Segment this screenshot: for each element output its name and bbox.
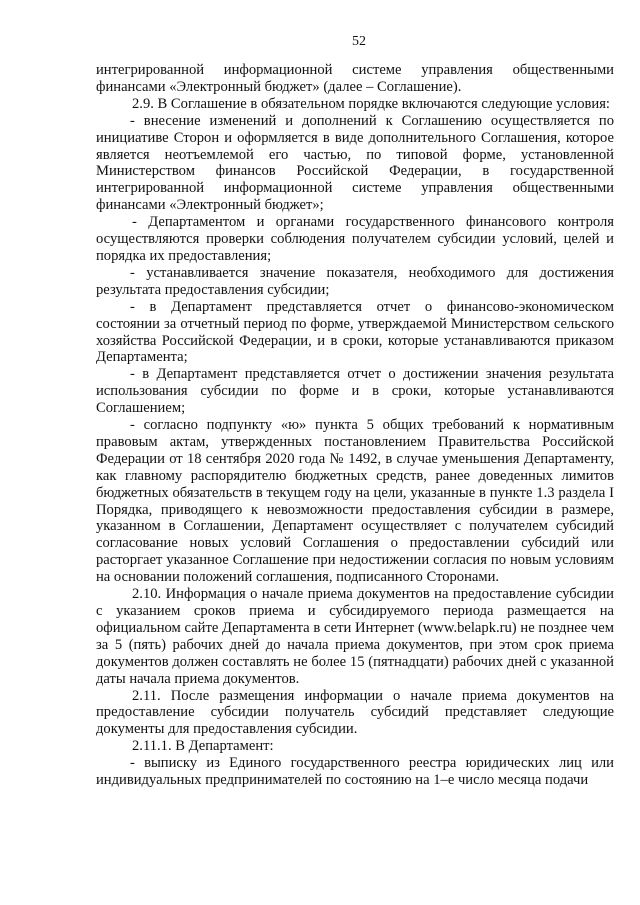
paragraph-2-9: 2.9. В Соглашение в обязательном порядке включаются следующие условия: — [132, 95, 610, 112]
page-number: 52 — [352, 34, 366, 49]
paragraph-2-11-1: 2.11.1. В Департамент: — [132, 738, 274, 755]
list-item-result-report: - в Департамент представляется отчет о достижении значения результата использования субсидии по форме и в сроки, которые устанавливаются Соглашением; — [96, 366, 614, 417]
paragraph-1: интегрированной информационной системе управления общественными финансами «Электронный бюджет» (далее – Соглашение). — [96, 62, 614, 95]
list-item-inspections: - Департаментом и органами государственного финансового контроля осуществляются проверки соблюдения получателем субсидии условий, целей и порядка их предоставления; — [96, 214, 614, 264]
list-item-budget-reduction: - согласно подпункту «ю» пункта 5 общих требований к нормативным правовым актам, утвержденных постановлением Правительства Российской Федерации от 18 сентября 2020 года № 1492, в случае уменьшения Департаменту, как главному распорядителю бюджетных средств, ранее доведенных лимитов бюджетных обязательств в текущем году на цели, указанные в пункте 1.3 раздела I Порядка, приводящего к невозможности предоставления субсидии в размере, указанном в Соглашении, Департамент осуществляет с получателем субсидий согласование новых условий Соглашения о предоставлении субсидий или расторгает указанное Соглашение при недостижении согласия по новым условиям на основании положений соглашения, подписанного Сторонами. — [96, 417, 614, 586]
paragraph-2-11: 2.11. После размещения информации о начале приема документов на предоставление субсидии получатель субсидий представляет следующие документы для предоставления субсидии. — [96, 687, 614, 738]
list-item-indicator: - устанавливается значение показателя, необходимого для достижения результата предоставления субсидии; — [96, 264, 614, 298]
document-body — [96, 62, 614, 789]
list-item-amendments: - внесение изменений и дополнений к Соглашению осуществляется по инициативе Сторон и оформляется в виде дополнительного Соглашения, которое является неотъемлемой его частью, по типовой форме, установленной Министерством финансов Российской Федерации, в государственной интегрированной информационной системе управления общественными финансами «Электронный бюджет»; — [96, 112, 614, 214]
list-item-financial-report: - в Департамент представляется отчет о финансово-экономическом состоянии за отчетный период по форме, утверждаемой Министерством сельского хозяйства Российской Федерации, и в сроки, которые устанавливаются приказом Департамента; — [96, 298, 614, 366]
paragraph-2-10: 2.10. Информация о начале приема документов на предоставление субсидии с указанием сроков приема и субсидируемого периода размещается на официальном сайте Департамента в сети Интернет (www.belapk.ru) не позднее чем за 5 (пять) рабочих дней до начала приема документов, при этом срок приема документов должен составлять не более 15 (пятнадцати) рабочих дней с указанной даты начала приема документов. — [96, 586, 614, 687]
list-item-registry-extract: - выписку из Единого государственного реестра юридических лиц или индивидуальных предпринимателей по состоянию на 1–е число месяца подачи — [96, 755, 614, 789]
